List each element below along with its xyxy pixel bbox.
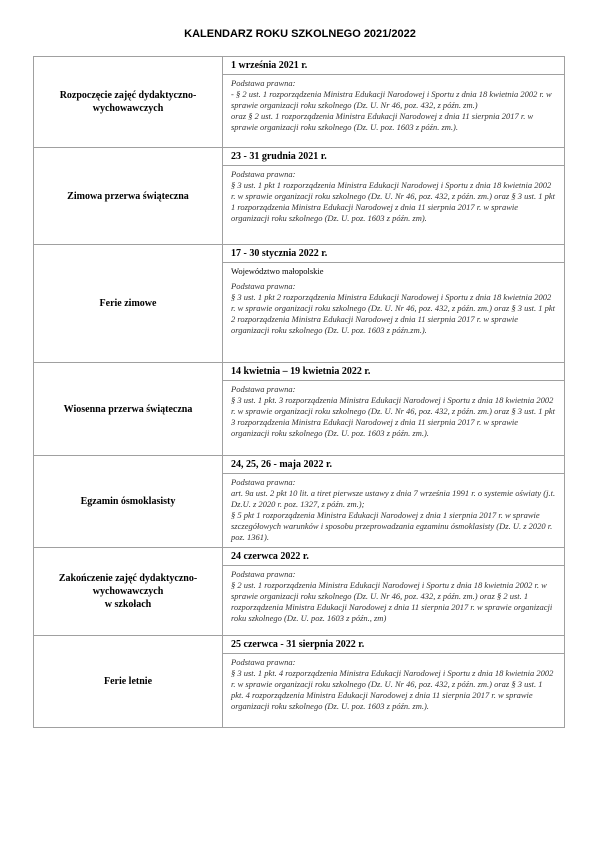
basis-label: Podstawa prawna:: [231, 477, 296, 487]
event-date: 17 - 30 stycznia 2022 r.: [223, 245, 564, 263]
basis-text: § 2 ust. 1 rozporządzenia Ministra Edukacji Narodowej i Sportu z dnia 18 kwietnia 2002 r. w sprawie organizacji roku szkolnego (Dz. U. Nr 46, poz. 432, z późn. zm.) oraz § 2 ust. 1 rozporządzenia Ministra Edukacji Narodowej z dnia 11 sierpnia 2017 r. w sprawie organizacji roku szkolnego (Dz. U. poz. 1603 z późn., zm): [231, 580, 553, 623]
event-name: Zimowa przerwa świąteczna: [67, 190, 189, 202]
school-calendar-table: [33, 56, 565, 728]
region-note: Województwo małopolskie: [231, 266, 324, 276]
event-name: Egzamin ósmoklasisty: [80, 496, 176, 507]
event-cell: [34, 363, 223, 456]
event-name: Rozpoczęcie zajęć dydaktyczno- wychowawczych: [59, 90, 197, 114]
detail-cell: [223, 456, 565, 548]
basis-label: Podstawa prawna:: [231, 657, 296, 667]
detail-cell: [223, 636, 565, 728]
event-name: Ferie letnie: [103, 676, 153, 687]
table-row: [34, 245, 565, 363]
table-row: [34, 456, 565, 548]
basis-label: Podstawa prawna:: [231, 78, 296, 88]
table-row: [34, 548, 565, 636]
basis-text: - § 2 ust. 1 rozporządzenia Ministra Edukacji Narodowej i Sportu z dnia 18 kwietnia 2002 r. w sprawie organizacji roku szkolnego (Dz. U. Nr 46, poz. 432, z późn. zm.) oraz § 2 ust. 1 rozporządzenia Ministra Edukacji Narodowej z dnia 11 sierpnia 2017 r. w sprawie organizacji roku szkolnego (Dz. U. poz. 1603 z późn. zm.).: [231, 89, 552, 132]
basis-text: art. 9a ust. 2 pkt 10 lit. a tiret pierwsze ustawy z dnia 7 września 1991 r. o systemie oświaty (j.t. Dz.U. z 2020 r. poz. 1327, z późn. zm.); § 5 pkt 1 rozporządzenia Ministra Edukacji Narodowej z dnia 1 sierpnia 2017 r. w sprawie szczegółowych warunków i sposobu przeprowadzania egzaminu ósmoklasisty (Dz. U. z 2020 r. poz. 1361).: [231, 488, 556, 542]
basis-label: Podstawa prawna:: [231, 384, 296, 394]
event-date: 24, 25, 26 - maja 2022 r.: [223, 456, 564, 474]
event-cell: [34, 636, 223, 728]
event-name: Wiosenna przerwa świąteczna: [63, 403, 193, 415]
basis-text: § 3 ust. 1 pkt. 4 rozporządzenia Ministra Edukacji Narodowej i Sportu z dnia 18 kwietnia 2002 r. w sprawie organizacji roku szkolnego (Dz. U. Nr 46, poz. 432, z późn. zm.) oraz § 3 ust. 1 pkt. 4 rozporządzenia Ministra Edukacji Narodowej z dnia 11 sierpnia 2017 r. w sprawie organizacji roku szkolnego (Dz. U. poz. 1603 z późn. zm.).: [231, 668, 554, 711]
detail-cell: [223, 363, 565, 456]
basis-text: § 3 ust. 1 pkt 1 rozporządzenia Ministra Edukacji Narodowej i Sportu z dnia 18 kwietnia 2002 r. w sprawie organizacji roku szkolnego (Dz. U. Nr 46, poz. 432, z późn. zm.) oraz § 3 ust. 1 pkt 1 rozporządzenia Ministra Edukacji Narodowej z dnia 11 sierpnia 2017 r. w sprawie organizacji roku szkolnego (Dz. U. poz. 1603 z późn. zm).: [231, 180, 556, 223]
event-cell: [34, 57, 223, 148]
basis-label: Podstawa prawna:: [231, 281, 296, 291]
detail-cell: [223, 148, 565, 245]
basis-text: § 3 ust. 1 pkt 2 rozporządzenia Ministra Edukacji Narodowej i Sportu z dnia 18 kwietnia 2002 r. w sprawie organizacji roku szkolnego (Dz. U. Nr 46, poz. 432, z późn. zm.) oraz § 3 ust. 1 pkt 2 rozporządzenia Ministra Edukacji Narodowej z dnia 11 sierpnia 2017 r. w sprawie organizacji roku szkolnego (Dz. U. poz. 1603 z późn.zm.).: [231, 292, 556, 335]
detail-cell: [223, 548, 565, 636]
basis-label: Podstawa prawna:: [231, 569, 296, 579]
table-row: [34, 636, 565, 728]
detail-cell: [223, 57, 565, 148]
event-name: Zakończenie zajęć dydaktyczno- wychowawczych w szkołach: [58, 573, 198, 610]
detail-cell: [223, 245, 565, 363]
basis-text: § 3 ust. 1 pkt. 3 rozporządzenia Ministra Edukacji Narodowej i Sportu z dnia 18 kwietnia 2002 r. w sprawie organizacji roku szkolnego (Dz. U. Nr 46, poz. 432, z późn. zm.) oraz § 3 ust. 1 pkt 3 rozporządzenia Ministra Edukacji Narodowej z dnia 11 sierpnia 2017 r. w sprawie organizacji roku szkolnego (Dz. U. poz. 1603 z późn. zm.).: [231, 395, 556, 438]
table-row: [34, 363, 565, 456]
basis-label: Podstawa prawna:: [231, 169, 296, 179]
event-name: Ferie zimowe: [99, 298, 157, 309]
table-row: [34, 148, 565, 245]
event-date: 14 kwietnia – 19 kwietnia 2022 r.: [223, 363, 564, 381]
event-cell: [34, 148, 223, 245]
page-title: KALENDARZ ROKU SZKOLNEGO 2021/2022: [184, 28, 416, 40]
event-date: 1 września 2021 r.: [223, 57, 564, 75]
event-cell: [34, 548, 223, 636]
event-cell: [34, 245, 223, 363]
event-date: 23 - 31 grudnia 2021 r.: [223, 148, 564, 166]
event-date: 25 czerwca - 31 sierpnia 2022 r.: [223, 636, 564, 654]
event-cell: [34, 456, 223, 548]
event-date: 24 czerwca 2022 r.: [223, 548, 564, 566]
table-row: [34, 57, 565, 148]
